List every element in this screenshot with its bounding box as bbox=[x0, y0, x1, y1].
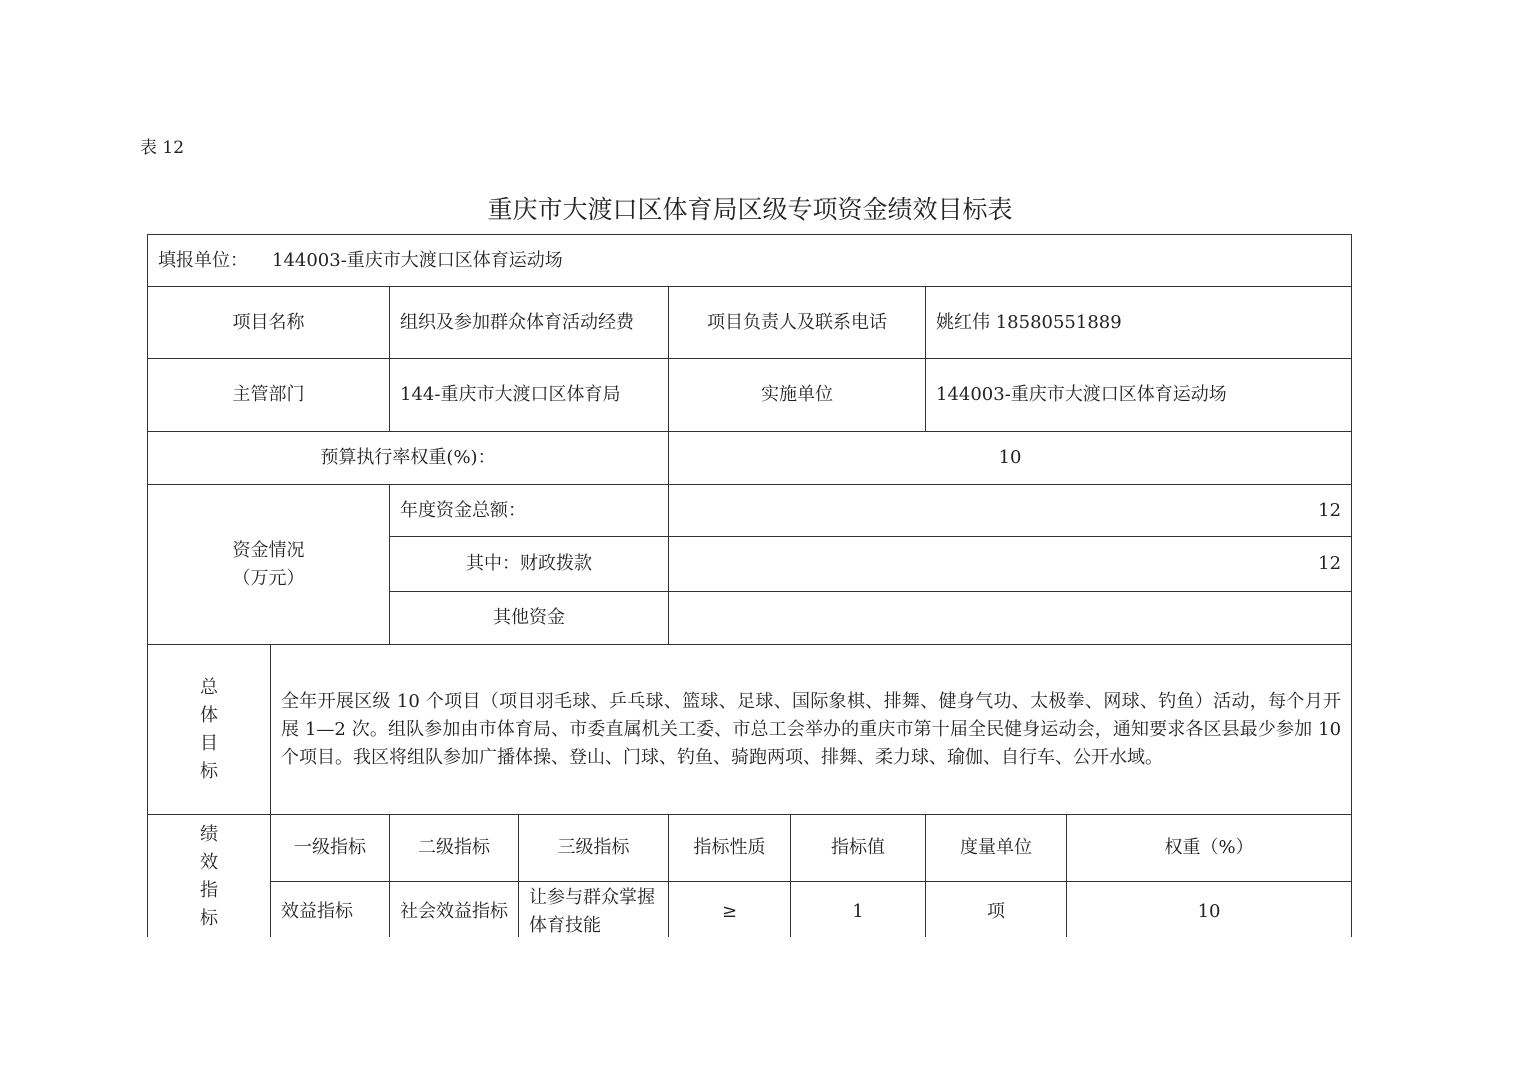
project-name-row bbox=[148, 287, 1352, 359]
budget-weight-label: 预算执行率权重(%)： bbox=[148, 432, 669, 485]
indicator-label-char: 绩 bbox=[200, 824, 218, 845]
implementing-unit-value: 144003-重庆市大渡口区体育运动场 bbox=[926, 359, 1352, 432]
indicator-level3: 让参与群众掌握体育技能 bbox=[519, 882, 669, 942]
reporting-unit-value: 144003-重庆市大渡口区体育运动场 bbox=[272, 249, 563, 271]
department-value: 144-重庆市大渡口区体育局 bbox=[390, 359, 669, 432]
project-contact-value: 姚红伟 18580551889 bbox=[926, 287, 1352, 359]
project-name-value: 组织及参加群众体育活动经费 bbox=[390, 287, 669, 359]
column-header: 度量单位 bbox=[926, 815, 1067, 882]
funds-label-line1: 资金情况 bbox=[232, 539, 305, 561]
overall-goal-text: 全年开展区级 10 个项目（项目羽毛球、乒乓球、篮球、足球、国际象棋、排舞、健身气功、太极拳、网球、钓鱼）活动，每个月开展 1—2 次。组队参加由市体育局、市委直属机关工委、市总工会举办的重庆市第十届全民健身运动会，通知要求各区县最少参加 10 个项目。我区将组队参加广播体操、登山、门球、钓鱼、骑跑两项、排舞、柔力球、瑜伽、自行车、公开水域。 bbox=[271, 645, 1352, 815]
indicator-label bbox=[148, 815, 271, 942]
indicator-label-char: 标 bbox=[200, 908, 218, 929]
column-header: 权重（%） bbox=[1067, 815, 1352, 882]
budget-weight-row bbox=[148, 432, 1352, 485]
reporting-unit-label: 填报单位： bbox=[158, 249, 248, 271]
indicator-value: 1 bbox=[791, 882, 926, 942]
implementing-unit-label: 实施单位 bbox=[669, 359, 926, 432]
funds-total-value: 12 bbox=[669, 485, 1352, 537]
funds-total-label: 年度资金总额： bbox=[390, 485, 669, 537]
indicator-header-row bbox=[148, 815, 1352, 882]
department-label: 主管部门 bbox=[148, 359, 390, 432]
indicator-unit: 项 bbox=[926, 882, 1067, 942]
page-bottom-margin bbox=[0, 937, 1520, 1074]
funds-other-value bbox=[669, 592, 1352, 645]
budget-weight-value: 10 bbox=[669, 432, 1352, 485]
department-row bbox=[148, 359, 1352, 432]
column-header: 指标值 bbox=[791, 815, 926, 882]
funds-fiscal-label: 其中：财政拨款 bbox=[390, 537, 669, 592]
reporting-unit-row bbox=[148, 235, 1352, 287]
funds-total-row bbox=[148, 485, 1352, 537]
reporting-unit-cell bbox=[148, 235, 1352, 287]
indicator-label-char: 指 bbox=[200, 880, 218, 901]
indicator-nature: ≥ bbox=[669, 882, 791, 942]
table-row bbox=[148, 882, 1352, 942]
indicator-label-char: 效 bbox=[200, 852, 218, 873]
funds-label bbox=[148, 485, 390, 645]
column-header: 一级指标 bbox=[271, 815, 390, 882]
overall-goal-label-char: 标 bbox=[200, 760, 218, 782]
overall-goal-row bbox=[148, 645, 1352, 815]
overall-goal-label-char: 目 bbox=[200, 732, 218, 754]
page-title: 重庆市大渡口区体育局区级专项资金绩效目标表 bbox=[487, 195, 1013, 224]
funds-label-line2: （万元） bbox=[232, 567, 305, 589]
column-header: 三级指标 bbox=[519, 815, 669, 882]
indicator-weight: 10 bbox=[1067, 882, 1352, 942]
funds-fiscal-value: 12 bbox=[669, 537, 1352, 592]
funds-other-label: 其他资金 bbox=[390, 592, 669, 645]
indicator-level2: 社会效益指标 bbox=[390, 882, 519, 942]
project-name-label: 项目名称 bbox=[148, 287, 390, 359]
project-contact-label: 项目负责人及联系电话 bbox=[669, 287, 926, 359]
overall-goal-label-char: 体 bbox=[200, 704, 218, 726]
column-header: 指标性质 bbox=[669, 815, 791, 882]
performance-target-table bbox=[147, 234, 1352, 942]
table-number: 表 12 bbox=[140, 138, 185, 158]
overall-goal-label-char: 总 bbox=[200, 676, 218, 698]
overall-goal-label bbox=[148, 645, 271, 815]
column-header: 二级指标 bbox=[390, 815, 519, 882]
indicator-level1: 效益指标 bbox=[271, 882, 390, 942]
